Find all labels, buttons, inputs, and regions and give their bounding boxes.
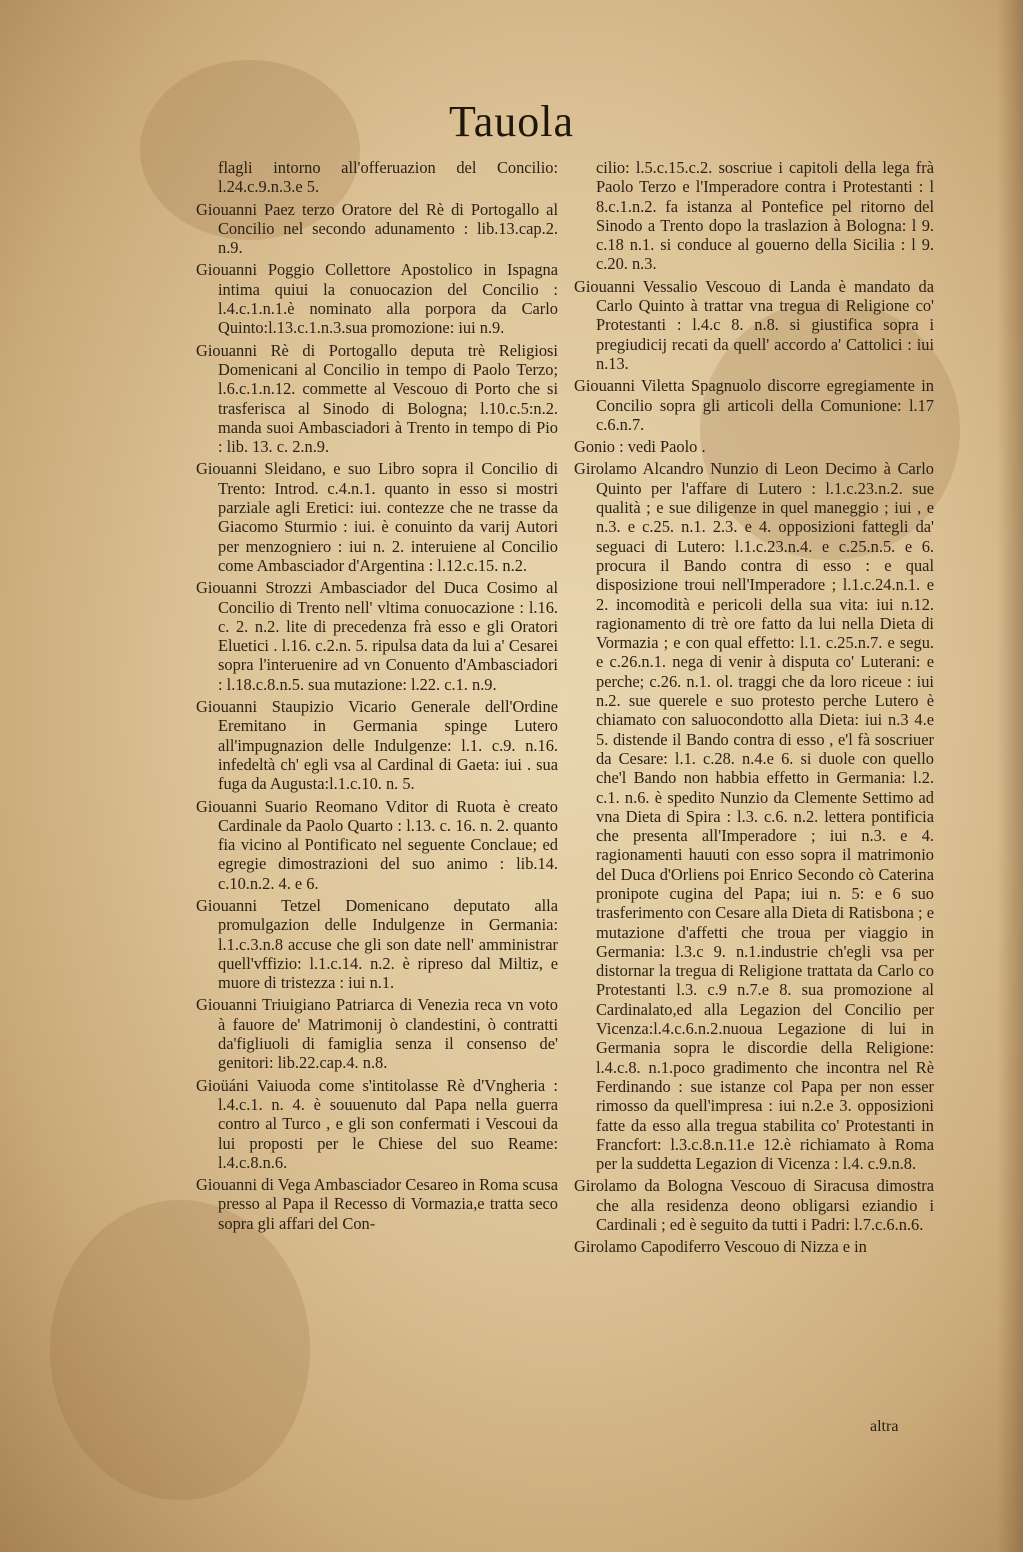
index-entry: Gonio : vedi Paolo .: [574, 437, 706, 457]
index-entry: Giouanni Rè di Portogallo deputa trè Religiosi Domenicani al Concilio in tempo di Paolo Terzo; l.6.c.1.n.12. commette al Vescouo di Porto che si trasferisca al Sinodo di Bologna; l.10.c.5:n.2. manda suoi Ambasciadori à Trento in tempo di Pio : lib. 13. c. 2.n.9.: [196, 340, 558, 457]
page-title: Tauola: [448, 97, 575, 146]
index-entry: Girolamo Capodiferro Vescouo di Nizza e in: [574, 1237, 867, 1257]
index-entry: Giouanni di Vega Ambasciador Cesareo in Roma scusa presso al Papa il Recesso di Vormazia,e tratta seco sopra gli affari del Con-: [196, 1175, 558, 1233]
index-entry: Giouanni Strozzi Ambasciador del Duca Cosimo al Concilio di Trento nell' vltima conuocazione : l.16. c. 2. n.2. lite di precedenza frà esso e gli Oratori Eluetici . l.16. c.2.n. 5. ripulsa data da lui a' Cesarei sopra l'interuenire ad vn Conuento d'Ambasciadori : l.18.c.8.n.5. sua mutazione: l.22. c.1. n.9.: [196, 578, 558, 694]
index-entry: Giouanni Poggio Collettore Apostolico in Ispagna intima quiui la conuocazion del Concilio : l.4.c.1.n.1.è nominato alla porpora da Carlo Quinto:l.13.c.1.n.3.sua promozione: iui n.9.: [196, 260, 558, 338]
index-entry: flagli intorno all'offeruazion del Concilio: l.24.c.9.n.3.e 5.: [218, 158, 558, 197]
index-entry: Giouanni Suario Reomano Vditor di Ruota è creato Cardinale da Paolo Quarto : l.13. c. 16. n. 2. quanto fia vicino al Pontificato nel seguente Conclaue; ed egregie dimostrazioni del suo animo : lib.14. c.10.n.2. 4. e 6.: [196, 796, 558, 893]
index-entry: cilio: l.5.c.15.c.2. soscriue i capitoli della lega frà Paolo Terzo e l'Imperadore contra i Protestanti : l 8.c.1.n.2. fa istanza al Pontefice pel ritorno del Sinodo a Trento dopo la traslazion à Bologna: l 9. c.18 n.1. si conduce al gouerno della Sicilia : l 9. c.20. n.3.: [596, 158, 934, 274]
left-column: [196, 158, 558, 1236]
index-entry: Giouanni Triuigiano Patriarca di Venezia reca vn voto à fauore de' Matrimonij ò clandestini, ò contratti da'figliuoli di famiglia senza il consenso de' genitori: lib.22.cap.4. n.8.: [196, 995, 558, 1073]
index-entry: Giouanni Staupizio Vicario Generale dell'Ordine Eremitano in Germania spinge Lutero all'impugnazion delle Indulgenze: l.1. c.9. n.16. infedeltà ch' egli vsa al Cardinal di Gaeta: iui . sua fuga da Augusta:l.1.c.10. n. 5.: [196, 697, 558, 794]
index-entry: Giouanni Tetzel Domenicano deputato alla promulgazion delle Indulgenze in Germania: l.1.c.3.n.8 accuse che gli son date nell' amministrar quell'vffizio: l.1.c.14. n.2. è ripreso dal Miltiz, e muore di tristezza : iui n.1.: [196, 895, 558, 993]
index-entry: Gioüáni Vaiuoda come s'intitolasse Rè d'Vngheria : l.4.c.1. n. 4. è souuenuto dal Papa nella guerra contro al Turco , e gli son confermati i Vescoui da lui proposti per le Chiese del suo Reame: l.4.c.8.n.6.: [196, 1075, 558, 1172]
page-edge-shadow: [997, 0, 1023, 1552]
index-entry: Giouanni Viletta Spagnuolo discorre egregiamente in Concilio sopra gli articoli della Comunione: l.17 c.6.n.7.: [574, 376, 934, 434]
index-entry: Giouanni Paez terzo Oratore del Rè di Portogallo al Concilio nel secondo adunamento : lib.13.cap.2. n.9.: [196, 199, 558, 258]
stain: [50, 1200, 310, 1500]
index-entry: Girolamo da Bologna Vescouo di Siracusa dimostra che alla residenza deono obligarsi eziandio i Cardinali ; ed è seguito da tutti i Padri: l.7.c.6.n.6.: [574, 1176, 934, 1235]
right-column: [574, 158, 934, 1260]
index-entry: Girolamo Alcandro Nunzio di Leon Decimo à Carlo Quinto per l'affare di Lutero : l.1.c.23.n.2. sue qualità ; e sue diligenze in quel maneggio ; iui , e n.3. e c.25. n.1. 2.3. e 4. opposizioni fattegli da' seguaci di Lutero: l.1.c.23.n.4. e c.25.n.5. e 6. procura il Bando contra di esso : e qual disposizione troui nell'Imperadore ; l.1.c.24.n.1. e 2. incomodità e pericoli della sua vita: iui n.12. ragionamento di trè ore fatto da lui nella Dieta di Vormazia ; e con qual effetto: l.1. c.25.n.7. e segu. e c.26.n.1. nega di venir à disputa co' Luterani: e perche; c.26. n.1. ol. traggi che da loro riceue : iui n.2. sue querele e suo protesto perche Lutero è chiamato con saluocondotto alla Dieta: iui n.3 4.e 5. distende il Bando contra di esso , e'l fà soscriuer da Cesare: l.1. c.28. n.4.e 6. si duole con quello che'l Bando non habbia effetto in Germania: l.2. c.1. n.6. è spedito Nunzio da Clemente Settimo ad vna Dieta di Spira : l.3. c.6. n.2. lettera pontificia che presenta all'Imperadore ; iui n.3. e 4. ragionamenti hauuti con esso sopra il matrimonio del Duca d'Orliens poi Enrico Secondo cò Caterina pronipote cugina del Papa; iui n. 5: e 6 suo trasferimento con Cesare alla Dieta di Ratisbona ; e mutazione d'affetti che troua per viaggio in Germania: l.3.c 9. n.1.industrie ch'egli vsa per distornar la tregua di Religione trattata da Carlo co Protestanti l.3. c.9 n.7.e 8. sua promozione al Cardinalato,ed alla Legazion del Concilio per Vicenza:l.4.c.6.n.2.nuoua Legazione di lui in Germania sopra le discordie della Religione: l.4.c.8. n.1.poco gradimento che incontra nel Rè Ferdinando : sue istanze col Papa per non esser rimosso da quell'impresa : iui n.2.e 3. opposizioni fatte da esso alla tregua stabilita co' Protestanti in Francfort: l.3.c.8.n.11.e 12.è richiamato à Roma per la suddetta Legazion di Vicenza : l.4. c.9.n.8.: [574, 459, 934, 1174]
index-entry: Giouanni Sleidano, e suo Libro sopra il Concilio di Trento: Introd. c.4.n.1. quanto in esso si mostri parziale agli Eretici: iui. contezze che ne trasse da Giacomo Sturmio : iui. è conuinto da varij Autori per menzogniero : iui n. 2. interuiene al Concilio come Ambasciador d'Argentina : l.12.c.15. n.2.: [196, 459, 558, 575]
index-entry: Giouanni Vessalio Vescouo di Landa è mandato da Carlo Quinto à trattar vna tregua di Religione co' Protestanti : l.4.c 8. n.8. si giustifica sopra i pregiudicij recati da quell' accordo a' Cattolici : iui n.13.: [574, 276, 934, 373]
catchword: altra: [870, 1418, 899, 1435]
